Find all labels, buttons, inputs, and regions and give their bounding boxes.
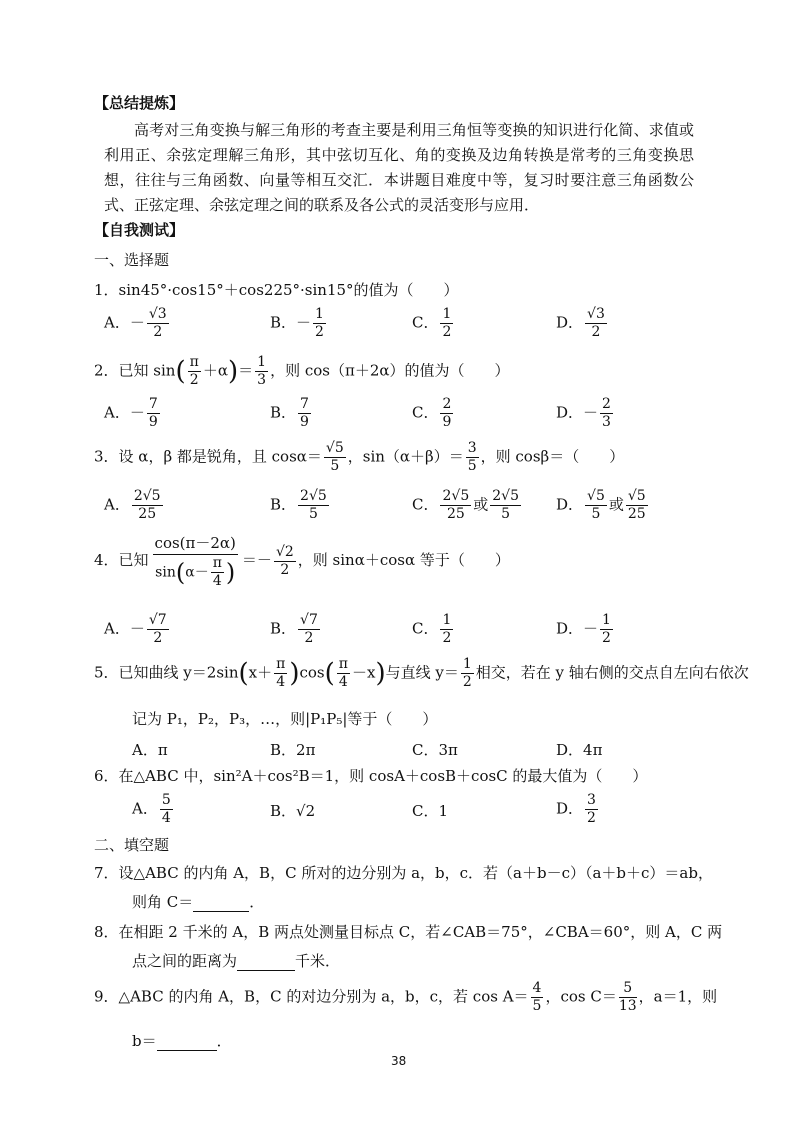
- question-9-line2: b＝ ．: [132, 1032, 232, 1050]
- q2-option-c: C． $\frac{2}{9}$: [412, 396, 452, 430]
- q1-option-a: A．－ $\frac{√3}{2}$: [104, 306, 167, 340]
- q5-option-d: D．4π: [556, 741, 603, 759]
- q3-option-b: B． $\frac{2√5}{5}$: [270, 488, 327, 522]
- question-4-stem: 4．已知 cos(π－2α) sin(α－ $\frac{\pi}{4}$ ) ＝－ $\frac{√2}{2}$ ，则 sinα＋cosα 等于（ ）: [94, 534, 510, 589]
- q1-option-c: C． $\frac{1}{2}$: [412, 306, 452, 340]
- question-1-stem: 1．sin45°·cos15°＋cos225°·sin15°的值为（ ）: [94, 281, 459, 299]
- self-test-heading: 【自我测试】: [94, 221, 185, 239]
- question-8-stem: 8．在相距 2 千米的 A，B 两点处测量目标点 C，若∠CAB＝75°，∠CBA＝60°，则 A，C 两: [94, 923, 723, 941]
- q4-option-d: D．－ $\frac{1}{2}$: [556, 612, 611, 646]
- q4-option-c: C． $\frac{1}{2}$: [412, 612, 452, 646]
- q3-option-c: C． $\frac{2√5}{25}$ 或 $\frac{2√5}{5}$: [412, 488, 519, 522]
- question-6-stem: 6．在△ABC 中，sin²A＋cos²B＝1，则 cosA＋cosB＋cosC 的最大值为（ ）: [94, 767, 648, 785]
- q2-option-d: D．－ $\frac{2}{3}$: [556, 396, 611, 430]
- question-2-stem: 2．已知 sin( $\frac{\pi}{2}$ ＋α)＝ $\frac{1}{3}$ ，则 cos（π＋2α）的值为（ ）: [94, 354, 510, 388]
- q4-option-b: B． $\frac{√7}{2}$: [270, 612, 318, 646]
- question-5-stem: 5．已知曲线 y＝2sin(x＋ $\frac{\pi}{4}$ )cos( $\frac{\pi}{4}$ －x)与直线 y＝ $\frac{1}{2}$ 相交，若在 y 轴右侧的交点自左向右依次: [94, 656, 749, 690]
- q1-option-d: D． $\frac{√3}{2}$: [556, 306, 605, 340]
- question-9-stem: 9．△ABC 的内角 A，B，C 的对边分别为 a，b，c，若 cos A＝ $\frac{4}{5}$ ，cos C＝ $\frac{5}{13}$ ，a＝1，则: [94, 980, 718, 1014]
- question-8-line2: 点之间的距离为 千米．: [132, 952, 341, 970]
- q2-option-b: B． $\frac{7}{9}$: [270, 396, 309, 430]
- q6-option-a: A． $\frac{5}{4}$: [132, 792, 171, 826]
- q8-answer-blank[interactable]: [237, 952, 295, 971]
- summary-paragraph: 高考对三角变换与解三角形的考查主要是利用三角恒等变换的知识进行化简、求值或利用正、余弦定理解三角形，其中弦切互化、角的变换及边角转换是常考的三角变换思想，往往与三角函数、向量等相互交汇．本讲题目难度中等，复习时要注意三角函数公式、正弦定理、余弦定理之间的联系及各公式的灵活变形与应用．: [104, 121, 694, 214]
- q6-option-c: C．1: [412, 802, 449, 820]
- q5-option-b: B．2π: [270, 741, 316, 759]
- section-fill-in: 二、填空题: [94, 836, 170, 854]
- page-number: 38: [391, 1054, 407, 1068]
- q9-answer-blank[interactable]: [157, 1032, 217, 1051]
- q3-option-d: D． $\frac{√5}{5}$ 或 $\frac{√5}{25}$: [556, 488, 646, 522]
- section-multiple-choice: 一、选择题: [94, 251, 170, 269]
- question-5-line2: 记为 P₁，P₂，P₃，…，则|P₁P₅|等于（ ）: [132, 710, 438, 728]
- q2-option-a: A．－ $\frac{7}{9}$: [104, 396, 158, 430]
- q5-option-c: C．3π: [412, 741, 458, 759]
- q4-option-a: A．－ $\frac{√7}{2}$: [104, 612, 167, 646]
- q3-option-a: A． $\frac{2√5}{25}$: [104, 488, 161, 522]
- question-7-stem: 7．设△ABC 的内角 A，B，C 所对的边分别为 a，b，c．若（a＋b－c）（a＋b＋c）＝ab，: [94, 864, 713, 882]
- q1-option-b: B．－ $\frac{1}{2}$: [270, 306, 324, 340]
- summary-heading: 【总结提炼】: [94, 94, 185, 112]
- q6-option-b: B．√2: [270, 802, 316, 820]
- question-7-line2: 则角 C＝ ．: [132, 893, 265, 911]
- q5-option-a: A．π: [132, 741, 168, 759]
- q7-answer-blank[interactable]: [193, 893, 249, 912]
- q6-option-d: D． $\frac{3}{2}$: [556, 792, 596, 826]
- question-3-stem: 3．设 α，β 都是锐角，且 cosα＝ $\frac{√5}{5}$ ，sin（α＋β）＝ $\frac{3}{5}$ ，则 cosβ＝（ ）: [94, 440, 625, 474]
